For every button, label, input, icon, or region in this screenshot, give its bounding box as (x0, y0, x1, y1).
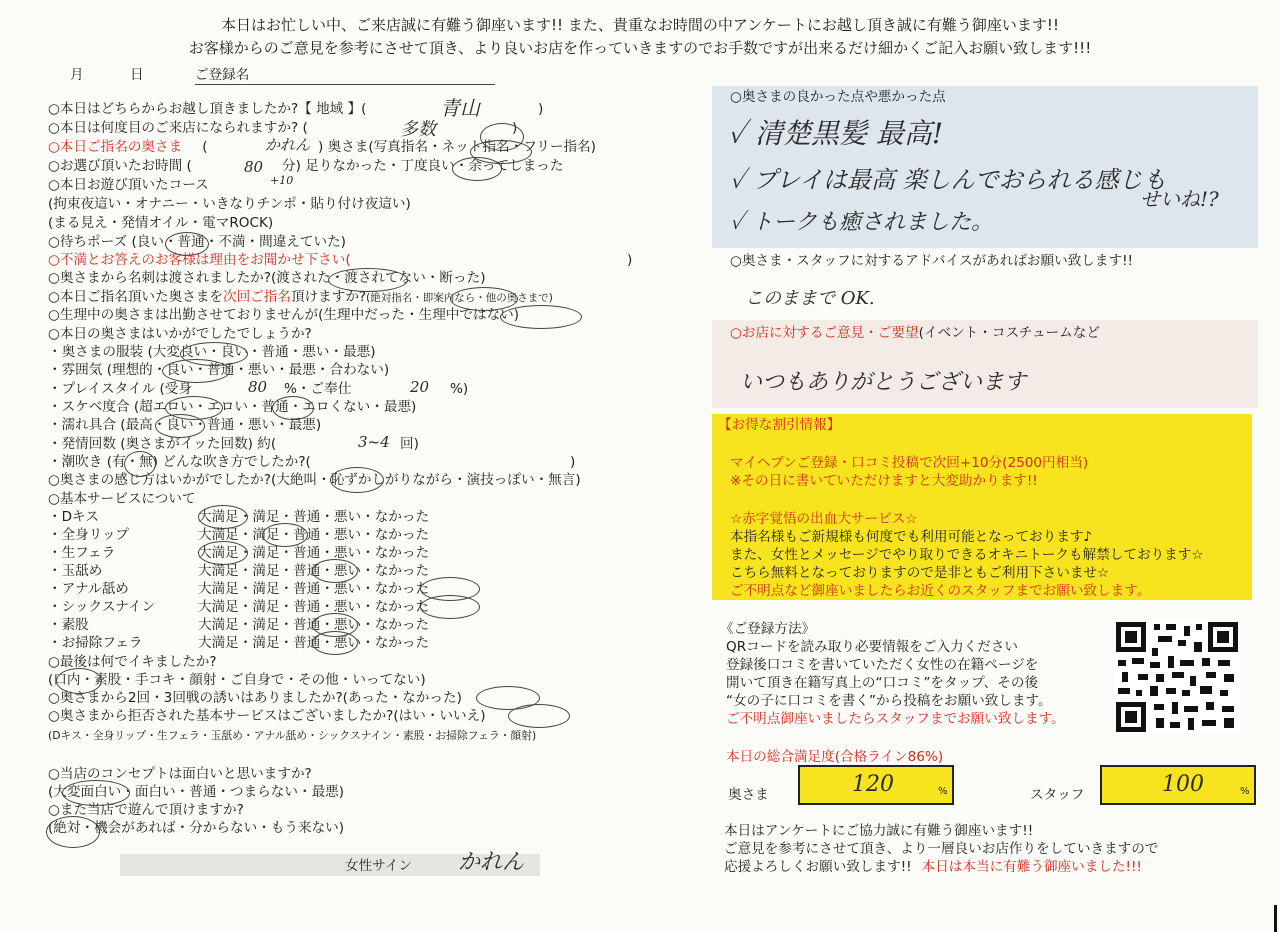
good-bad-line-4: ✓ トークも癒されました。 (730, 210, 994, 235)
service-row: ・Dキス (48, 509, 99, 525)
come-again-circle (46, 816, 100, 848)
edge-mark (1274, 905, 1277, 932)
style-service-pct: 20 (410, 378, 430, 396)
course-options-1: (拘束夜這い・オナニー・いきなりチンポ・貼り付け夜這い) (48, 196, 411, 212)
service-row: ・全身リップ (48, 527, 130, 543)
time-extra: +10 (270, 174, 294, 187)
registration-line-2: 登録後口コミを書いていただく女性の在籍ページを (726, 657, 1039, 673)
thanks-line-2: ご意見を参考にさせて頂き、より一層良いお店作りをしていきますので (724, 841, 1159, 857)
discount-line-1: マイヘブンご登録・口コミ投稿で次回+10分(2500円相当) (730, 455, 1089, 471)
good-bad-title: ○奥さまの良かった点や悪かった点 (730, 89, 946, 105)
good-bad-line-3: せいね!? (1140, 187, 1219, 211)
service-circle (420, 595, 480, 619)
q-climax-count: ・発情回数 (奥さまがイッた回数) 約( (48, 436, 277, 452)
climax-end: 回) (400, 436, 419, 452)
q-time: ○お選び頂いたお時間 ( (48, 158, 192, 174)
q-dissatisfied: ○不満とお答えのお客様は理由をお聞かせ下さい( (48, 252, 351, 268)
wet-circle (155, 414, 205, 438)
pose-good-circle (165, 232, 209, 256)
card-given-circle (328, 268, 408, 292)
service-row: ・素股 (48, 617, 89, 633)
good-bad-line-1: ✓ 清楚黒髪 最高! (728, 117, 944, 150)
area-answer: 青山 (440, 96, 480, 120)
registered-name-label: ご登録名 (195, 67, 250, 83)
refused-list: (Dキス・全身リップ・生フェラ・玉舐め・アナル舐め・シックスナイン・素股・お掃除フェラ・顔射) (48, 729, 537, 742)
wife-paren: ( (202, 139, 208, 155)
come-again-options: (絶対・機会があれば・分からない・もう来ない) (48, 820, 345, 836)
registration-title: 《ご登録方法》 (720, 621, 816, 637)
staff-score-pct: % (1240, 786, 1250, 797)
finish-mouth-circle (56, 668, 102, 694)
thanks-line-1: 本日はアンケートにご協力誠に有難う御座います!! (724, 823, 1034, 839)
time-answer: 80 (244, 158, 264, 176)
q-how-was-she: ○本日の奥さまはいかがでしたでしょうか? (48, 326, 312, 342)
wife-label: ○本日ご指名の奥さま (48, 139, 183, 155)
squirt-close: ) (570, 454, 576, 470)
service-circle (198, 505, 248, 529)
registration-line-4: “女の子に口コミを書く”から投稿をお願い致します。 (726, 693, 1052, 709)
concept-circle (62, 780, 130, 806)
wife-score-pct: % (938, 786, 948, 797)
service-circle (198, 541, 248, 565)
dissatisfied-close: ) (627, 252, 633, 268)
staff-score-label: スタッフ (1030, 787, 1085, 803)
q-business-card: ○奥さまから名刺は渡されましたか?(渡された・渡されてない・断った) (48, 270, 486, 286)
q-course: ○本日お遊び頂いたコース (48, 177, 209, 193)
q-period: ○生理中の奥さまは出勤させておりませんが(生理中だった・生理中ではない) (48, 307, 520, 323)
q-clothes: ・奥さまの服装 (大変良い・良い・普通・悪い・最悪) (48, 344, 376, 360)
concept-options: (大変面白い・面白い・普通・つまらない・最悪) (48, 784, 345, 800)
signature-value: かれん (458, 850, 525, 875)
service-options: 大満足・満足・普通・悪い・なかった (198, 545, 430, 561)
service-options: 大満足・満足・普通・悪い・なかった (198, 509, 430, 525)
opinion-answer: いつもありがとうございます (740, 370, 1027, 395)
service-row: ・お掃除フェラ (48, 635, 143, 651)
time-rest: 分) 足りなかった・丁度良い・余ってしまった (282, 158, 564, 174)
q-area: ○本日はどちらからお越し頂きましたか?【 地域 】( (48, 101, 367, 117)
discount-line-5: また、女性とメッセージでやり取りできるオキニトークも解禁しております☆ (730, 547, 1204, 563)
style-end: %) (450, 381, 469, 397)
total-satisfaction-title: 本日の総合満足度(合格ライン86%) (726, 749, 944, 765)
q-concept: ○当店のコンセプトは面白いと思いますか? (48, 766, 312, 782)
month-label: 月 (70, 67, 84, 83)
opinion-title: ○お店に対するご意見・ご要望(イベント・コスチュームなど (730, 325, 1100, 341)
period-no-circle (500, 305, 582, 329)
service-options: 大満足・満足・普通・悪い・なかった (198, 563, 430, 579)
service-options: 大満足・満足・普通・悪い・なかった (198, 599, 430, 615)
q-reaction: ○奥さまの感じ方はいかがでしたか?(大絶叫・恥ずかしがりながら・演技っぽい・無言) (48, 472, 581, 488)
q-come-again: ○また当店で遊んで頂けますか? (48, 802, 244, 818)
signature-label: 女性サイン (345, 858, 413, 874)
q-wetness: ・濡れ具合 (最高・良い・普通・悪い・最悪) (48, 417, 322, 433)
lewd-2-circle (272, 396, 314, 420)
wife-score-label: 奥さま (728, 787, 769, 803)
service-row: ・シックスナイン (48, 599, 156, 615)
q-finish: ○最後は何でイキましたか? (48, 654, 217, 670)
q-renominate: ○本日ご指名頂いた奥さまを次回ご指名頂けますか?(絶対指名・即案内なら・他の奥さまで) (48, 289, 553, 305)
staff-score-value: 100 (1162, 772, 1204, 797)
discount-line-4: 本指名様もご新規様も何度でも利用可能となっております♪ (730, 529, 1093, 545)
discount-line-2: ※その日に書いていただけますと大変助かります!! (730, 473, 1038, 489)
q-lewdness: ・スケベ度合 (超エロい・エロい・普通・エロくない・最悪) (48, 399, 417, 415)
service-row: ・生フェラ (48, 545, 116, 561)
area-close: ) (538, 101, 544, 117)
discount-title: 【お得な割引情報】 (718, 417, 841, 433)
q-pose: ○待ちポーズ (良い・普通・不満・間違えていた) (48, 234, 346, 250)
service-options: 大満足・満足・普通・悪い・なかった (198, 635, 430, 651)
q-visits: ○本日は何度目のご来店になられますか? ( (48, 120, 308, 136)
thanks-line-3: 応援よろしくお願い致します!! 本日は本当に有難う御座いました!!! (724, 859, 1142, 875)
advice-answer: このままで OK. (745, 288, 875, 309)
q-play-style: ・プレイスタイル (受身 (48, 381, 192, 397)
q-atmosphere: ・雰囲気 (理想的・良い・普通・悪い・最悪・合わない) (48, 362, 390, 378)
registration-line-3: 開いて頂き在籍写真上の“口コミ”をタップ、その後 (726, 675, 1039, 691)
qr-code-icon[interactable] (1114, 620, 1240, 734)
wife-score-value: 120 (852, 772, 894, 797)
wife-answer: かれん (265, 136, 311, 154)
visits-answer: 多数 (400, 119, 436, 140)
discount-line-3: ☆赤字覚悟の出血大サービス☆ (730, 511, 918, 527)
service-circle (262, 523, 308, 547)
climax-answer: 3~4 (358, 433, 390, 451)
wife-rest: ) 奥さま(写真指名・ネット指名・フリー指名) (318, 139, 596, 155)
registration-line-5: ご不明点御座いましたらスタッフまでお願い致します。 (726, 711, 1065, 727)
registered-name-field[interactable] (195, 66, 495, 85)
time-just-right-circle (452, 157, 502, 181)
q-wife (48, 138, 208, 156)
header-line-2: お客様からのご意見を参考にさせて頂き、より良いお店を作っていきますのでお手数ですが出来るだけ細かくご記入お願い致します!!! (188, 39, 1092, 57)
course-options-2: (まる見え・発情オイル・電マROCK) (48, 215, 274, 231)
q-invitation: ○奥さまから2回・3回戦の誘いはありましたか?(あった・なかった) (48, 690, 462, 706)
service-circle (312, 559, 358, 583)
service-row: ・アナル舐め (48, 581, 129, 597)
service-circle (312, 631, 358, 655)
style-mid: %・ご奉仕 (284, 381, 352, 397)
style-passive-pct: 80 (248, 378, 268, 396)
service-options: 大満足・満足・普通・悪い・なかった (198, 527, 430, 543)
discount-line-6: こちら無料となっておりますので是非ともご利用下さいませ☆ (730, 565, 1110, 581)
q-refused: ○奥さまから拒否された基本サービスはございましたか?(はい・いいえ) (48, 708, 486, 724)
header-line-1: 本日はお忙しい中、ご来店誠に有難う御座います!! また、貴重なお時間の中アンケートにお越し頂き誠に有難う御座います!! (221, 16, 1059, 34)
finish-options: (口内・素股・手コキ・顔射・ご自身で・その他・いってない) (48, 672, 426, 688)
discount-line-7: ご不明点など御座いましたらお近くのスタッフまでお願い致します。 (730, 583, 1151, 599)
squirt-yes-circle (124, 451, 156, 477)
registration-line-1: QRコードを読み取り必要情報をご入力ください (726, 639, 1019, 655)
day-label: 日 (130, 67, 144, 83)
service-row: ・玉舐め (48, 563, 103, 579)
refused-no-circle (508, 704, 570, 728)
good-bad-line-2: ✓ プレイは最高 楽しんでおられる感じも (730, 166, 1167, 194)
reaction-circle (330, 467, 384, 493)
atmosphere-circle (162, 359, 230, 383)
q-basic-services: ○基本サービスについて (48, 491, 196, 507)
q-squirt: ・潮吹き (有・無) どんな吹き方でしたか?( (48, 454, 311, 470)
service-options: 大満足・満足・普通・悪い・なかった (198, 617, 430, 633)
service-options: 大満足・満足・普通・悪い・なかった (198, 581, 430, 597)
visits-close: ) (512, 120, 518, 136)
advice-title: ○奥さま・スタッフに対するアドバイスがあればお願い致します!! (730, 253, 1133, 269)
renominate-circle (450, 287, 518, 311)
